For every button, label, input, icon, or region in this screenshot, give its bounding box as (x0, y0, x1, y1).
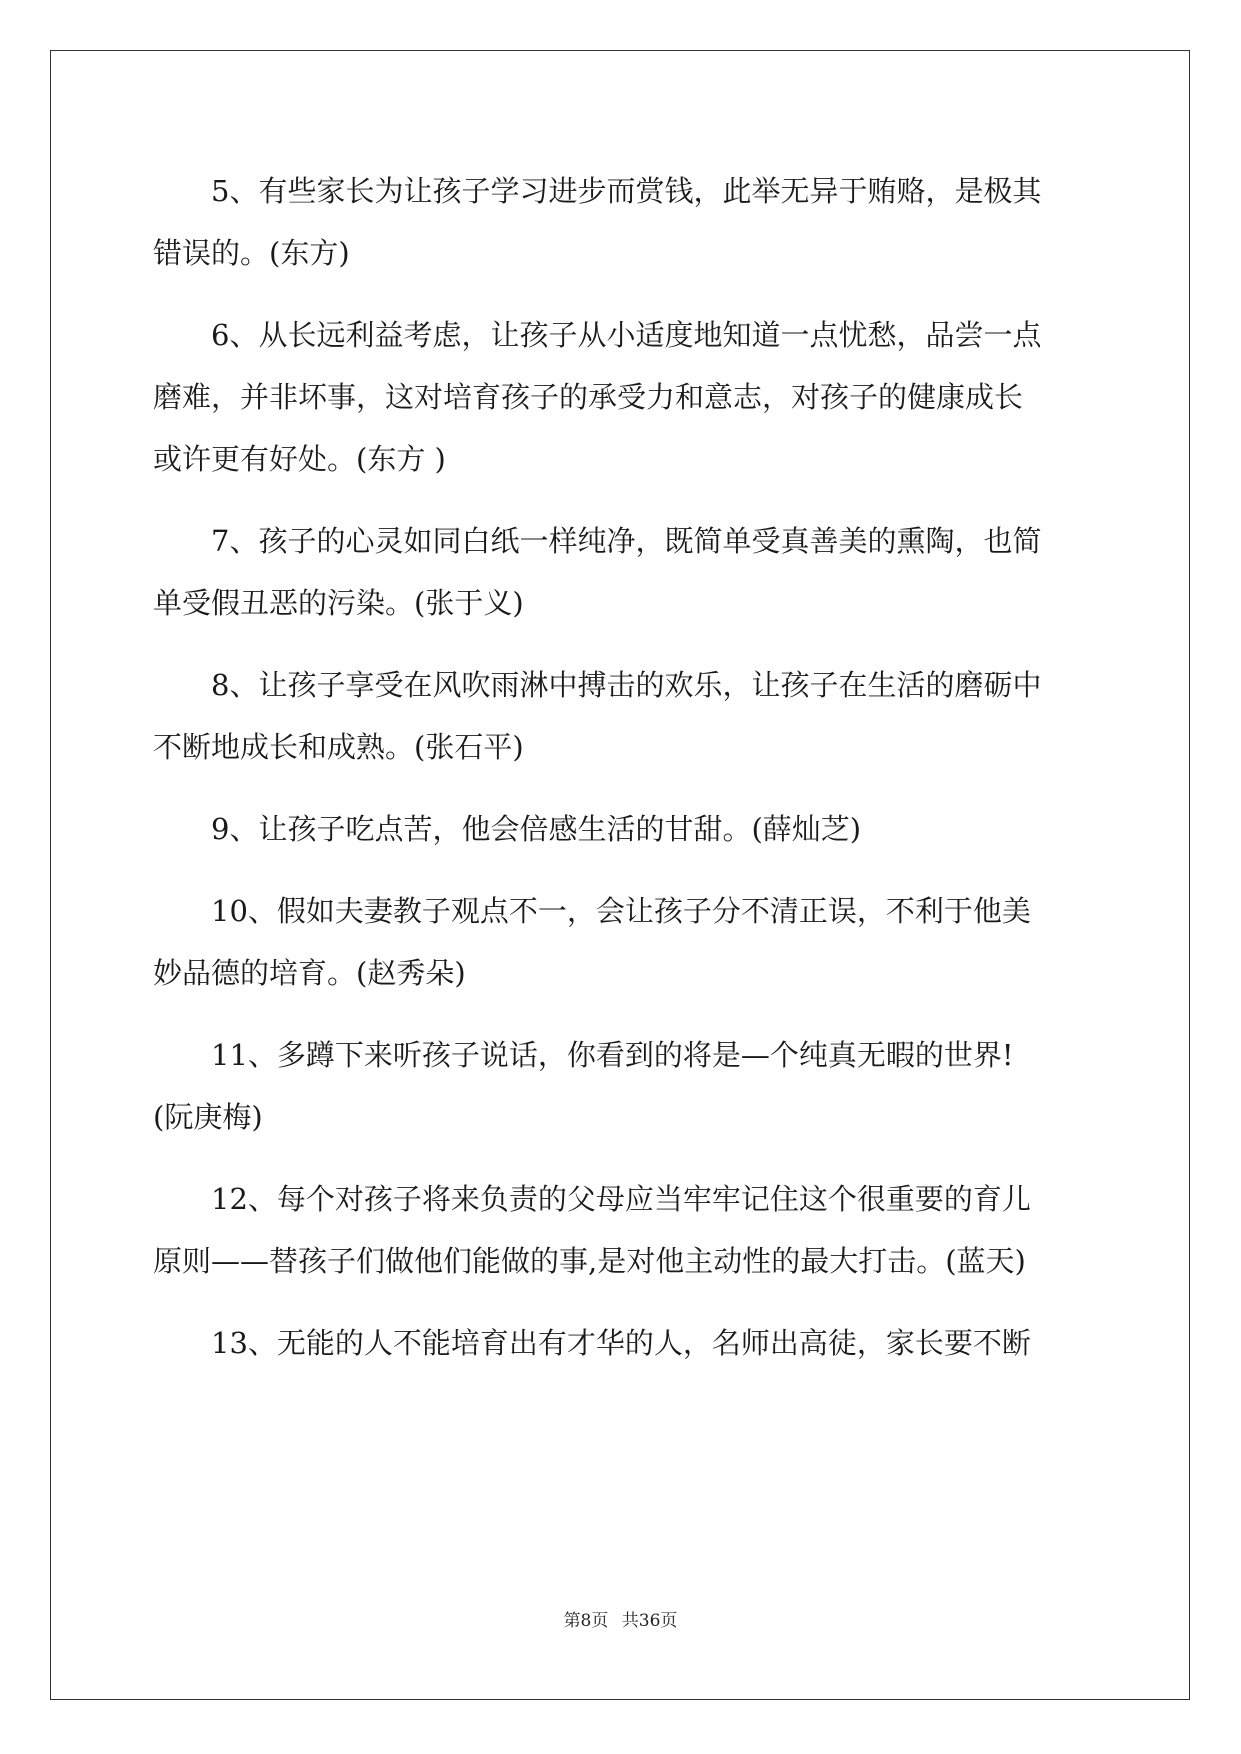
paragraph (153, 798, 1093, 860)
paragraph (153, 654, 1093, 778)
text-line: 或许更有好处。(东方 ) (153, 442, 446, 476)
text-line: (阮庚梅) (153, 1100, 263, 1134)
text-line: 6、从长远利益考虑，让孩子从小适度地知道一点忧愁，品尝一点 (211, 318, 1042, 352)
paragraph (153, 1312, 1093, 1374)
paragraph (153, 510, 1093, 634)
text-line: 错误的。(东方) (153, 236, 350, 270)
page-number: 第8页 (563, 1611, 609, 1631)
text-line: 磨难，并非坏事，这对培育孩子的承受力和意志，对孩子的健康成长 (153, 380, 1024, 414)
text-line: 妙品德的培育。(赵秀朵) (153, 956, 466, 990)
text-line: 8、让孩子享受在风吹雨淋中搏击的欢乐，让孩子在生活的磨砺中 (211, 668, 1042, 702)
text-line: 12、每个对孩子将来负责的父母应当牢牢记住这个很重要的育儿 (211, 1182, 1031, 1216)
paragraph (153, 1024, 1093, 1148)
text-line: 11、多蹲下来听孩子说话，你看到的将是—个纯真无暇的世界! (211, 1038, 1014, 1072)
text-line: 7、孩子的心灵如同白纸一样纯净，既简单受真善美的熏陶，也简 (211, 524, 1042, 558)
paragraph (153, 1168, 1093, 1292)
text-line: 原则——替孩子们做他们能做的事,是对他主动性的最大打击。(蓝天) (153, 1244, 1026, 1278)
text-line: 9、让孩子吃点苦，他会倍感生活的甘甜。(薛灿芝) (211, 812, 862, 846)
page-total: 共36页 (621, 1611, 678, 1631)
text-line: 不断地成长和成熟。(张石平) (153, 730, 524, 764)
paragraph (153, 304, 1093, 490)
text-line: 10、假如夫妻教子观点不一，会让孩子分不清正误，不利于他美 (211, 894, 1031, 928)
text-line: 单受假丑恶的污染。(张于义) (153, 586, 524, 620)
page-footer (0, 1606, 1241, 1631)
text-line: 13、无能的人不能培育出有才华的人，名师出高徒，家长要不断 (211, 1326, 1031, 1360)
paragraph (153, 880, 1093, 1004)
paragraph (153, 160, 1093, 284)
text-line: 5、有些家长为让孩子学习进步而赏钱，此举无异于贿赂，是极其 (211, 174, 1042, 208)
document-body (153, 160, 1093, 1394)
